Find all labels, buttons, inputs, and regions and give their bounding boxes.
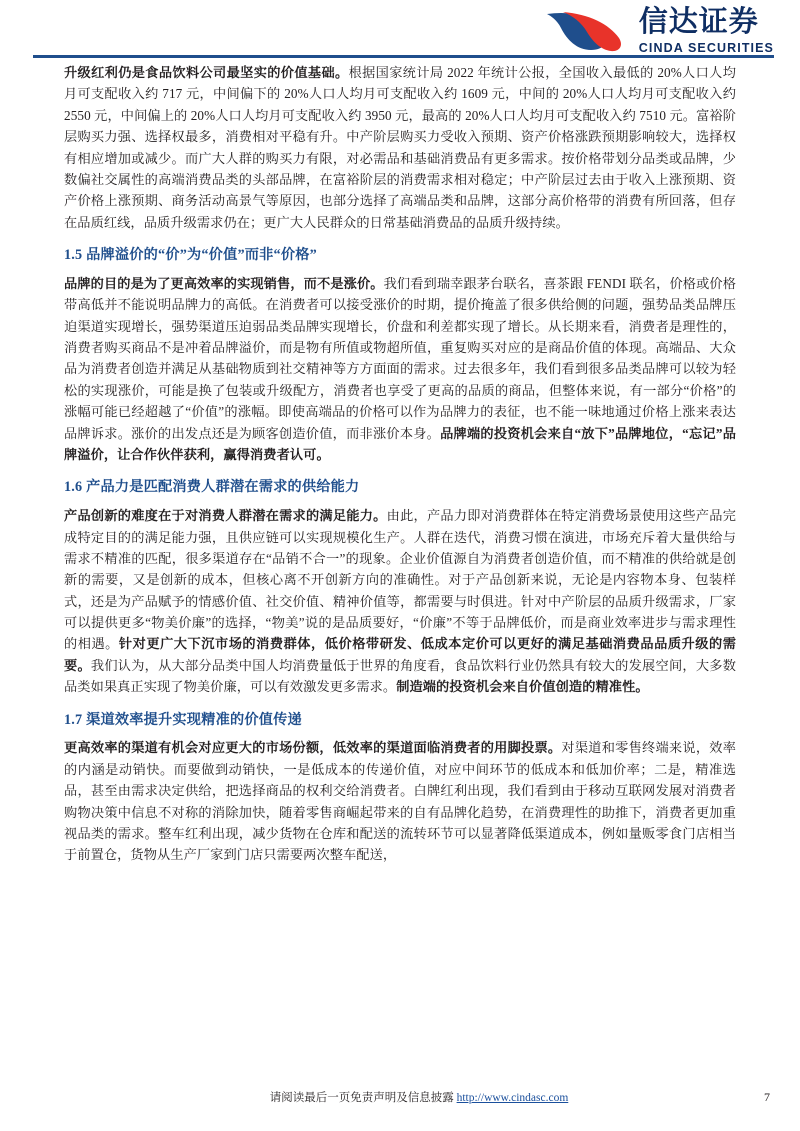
paragraph-2-body: 我们看到瑞幸跟茅台联名，喜茶跟 FENDI 联名，价格或价格带高低并不能说明品牌力的高低。在消费者可以接受涨价的时期，提价掩盖了很多供给侧的问题，强势品类品牌压迫渠道实现增长，强势渠道压迫弱品类品牌实现增长，价盘和利差都实现了增长。从长期来看，消费者是理性的，消费者购买商品不是冲着品牌溢价，而是物有所值或物超所值，重复购买对应的是商品价值的体现。高端品、大众品为消费者创造并满足从基础物质到社交精神等方方面面的需求。过去很多年，我们看到很多品类品牌可以较为轻松的实现涨价，可能是换了包装或升级配方，消费者也享受了更高的品质的商品，但整体来说，有一部分“价格”的涨幅可能已经超越了“价值”的涨幅。即使高端品的价格可以作为品牌力的表征，也不能一味地通过价格上涨来表达品牌诉求。涨价的出发点还是为顾客创造价值，而非涨价本身。 (64, 275, 736, 441)
brand-block (541, 8, 774, 55)
heading-1-7: 1.7 渠道效率提升实现精准的价值传递 (64, 711, 302, 728)
cinda-securities-logo (541, 8, 629, 54)
disclaimer-link[interactable]: http://www.cindasc.com (456, 1092, 569, 1104)
paragraph-1-body: 根据国家统计局 2022 年统计公报，全国收入最低的 20%人口人均月可支配收入约 717 元，中间偏下的 20%人口人均月可支配收入约 1609 元，中间的 20%人口人均月可支配收入约 2550 元，中间偏上的 20%人口人均月可支配收入约 3950 元，最高的 20%人口人均月可支配收入约 7510 元。富裕阶层购买力强、选择权最多，消费相对平稳有升。中产阶层购买力受收入预期、资产价格涨跌预期影响较大，选择权有相应增加或减少。而广大人群的购买力有限，对必需品和基础消费品有更多需求。按价格带划分品类或品牌，少数偏社交属性的高端消费品类的头部品牌，在富裕阶层的消费需求相对稳定；中产阶层过去由于收入上涨预期、资产价格上涨预期、商务活动高景气等原因，也部分选择了高端品类和品牌，这部分高价格带的消费有所回落，但存在品质红线，品质升级需求仍在；更广大人民群众的日常基础消费品的品质升级持续。 (64, 65, 736, 230)
paragraph-3-bold-2: 针对更广大下沉市场的消费群体，低价格带研发、低成本定价可以更好的满足基础消费品品质升级的需要。 (64, 636, 737, 673)
paragraph-3-body: 由此，产品力即对消费群体在特定消费场景使用这些产品完成特定目的的满足能力强，且供应链可以实现规模化生产。人群在迭代，消费习惯在演进，市场充斥着大量供给与需求不精准的匹配，很多渠道存在“品销不合一”的现象。企业价值源自为消费者创造价值，而不精准的供给就是创新的需要，又是创新的成本，但核心离不开创新方向的准确性。对于产品创新来说，无论是内容物本身、包装样式，还是为产品赋予的情感价值、社交价值、精神价值等，都需要与时俱进。针对中产阶层的品质升级需求，厂家可以提供更多“物美价廉”的选择，“物美”说的是品质要好，“价廉”不等于品牌低价，而是商业效率进步与需求理性的相遇。 (64, 508, 736, 652)
brand-text (639, 8, 774, 55)
paragraph-4-lead: 更高效率的渠道有机会对应更大的市场份额，低效率的渠道面临消费者的用脚投票。 (64, 740, 562, 756)
paragraph-2-lead: 品牌的目的是为了更高效率的实现销售，而不是涨价。 (64, 275, 384, 291)
paragraph-3-tail: 制造端的投资机会来自价值创造的精准性。 (396, 679, 649, 695)
paragraph-1 (64, 62, 736, 233)
paragraph-3-lead: 产品创新的难度在于对消费人群潜在需求的满足能力。 (64, 508, 387, 524)
page-number: 7 (764, 1090, 770, 1104)
paragraph-1-lead: 升级红利仍是食品饮料公司最坚实的价值基础。 (64, 65, 349, 80)
document-content (0, 62, 800, 867)
page-header (0, 0, 800, 62)
paragraph-3-body-2: 我们认为，从大部分品类中国人均消费量低于世界的角度看，食品饮料行业仍然具有较大的发展空间，大多数品类如果真正实现了物美价廉，可以有效激发更多需求。 (64, 657, 736, 695)
page-footer (0, 1089, 800, 1105)
disclaimer (64, 1089, 774, 1105)
brand-name-en: CINDA SECURITIES (638, 41, 774, 55)
paragraph-2-tail: 品牌端的投资机会来自“放下”品牌地位，“忘记”品牌溢价，让合作伙伴获利，赢得消费者认可。 (64, 425, 736, 462)
paragraph-2 (64, 273, 736, 465)
header-divider (33, 55, 774, 58)
brand-name-cn: 信达证券 (638, 6, 759, 38)
disclaimer-text: 请阅读最后一页免责声明及信息披露 (269, 1092, 457, 1104)
heading-1-6: 1.6 产品力是匹配消费人群潜在需求的供给能力 (64, 479, 360, 496)
heading-1-5: 1.5 品牌溢价的“价”为“价值”而非“价格” (64, 247, 317, 263)
paragraph-4-body: 对渠道和零售终端来说，效率的内涵是动销快。而要做到动销快，一是低成本的传递价值，对应中间环节的低成本和低加价率；二是，精准选品，甚至由需求决定供给，把选择商品的权利交给消费者。白牌红利出现，我们看到由于移动互联网发展对消费者购物决策中信息不对称的消除加快，随着零售商崛起带来的自有品牌化趋势，在消费理性的助推下，消费者更加重视品类的需求。整车红利出现，减少货物在仓库和配送的流转环节可以显著降低渠道成本，例如量贩零食门店相当于前置仓，货物从生产厂家到门店只需要两次整车配送， (64, 740, 736, 863)
paragraph-4 (64, 737, 736, 865)
paragraph-3 (64, 505, 736, 697)
